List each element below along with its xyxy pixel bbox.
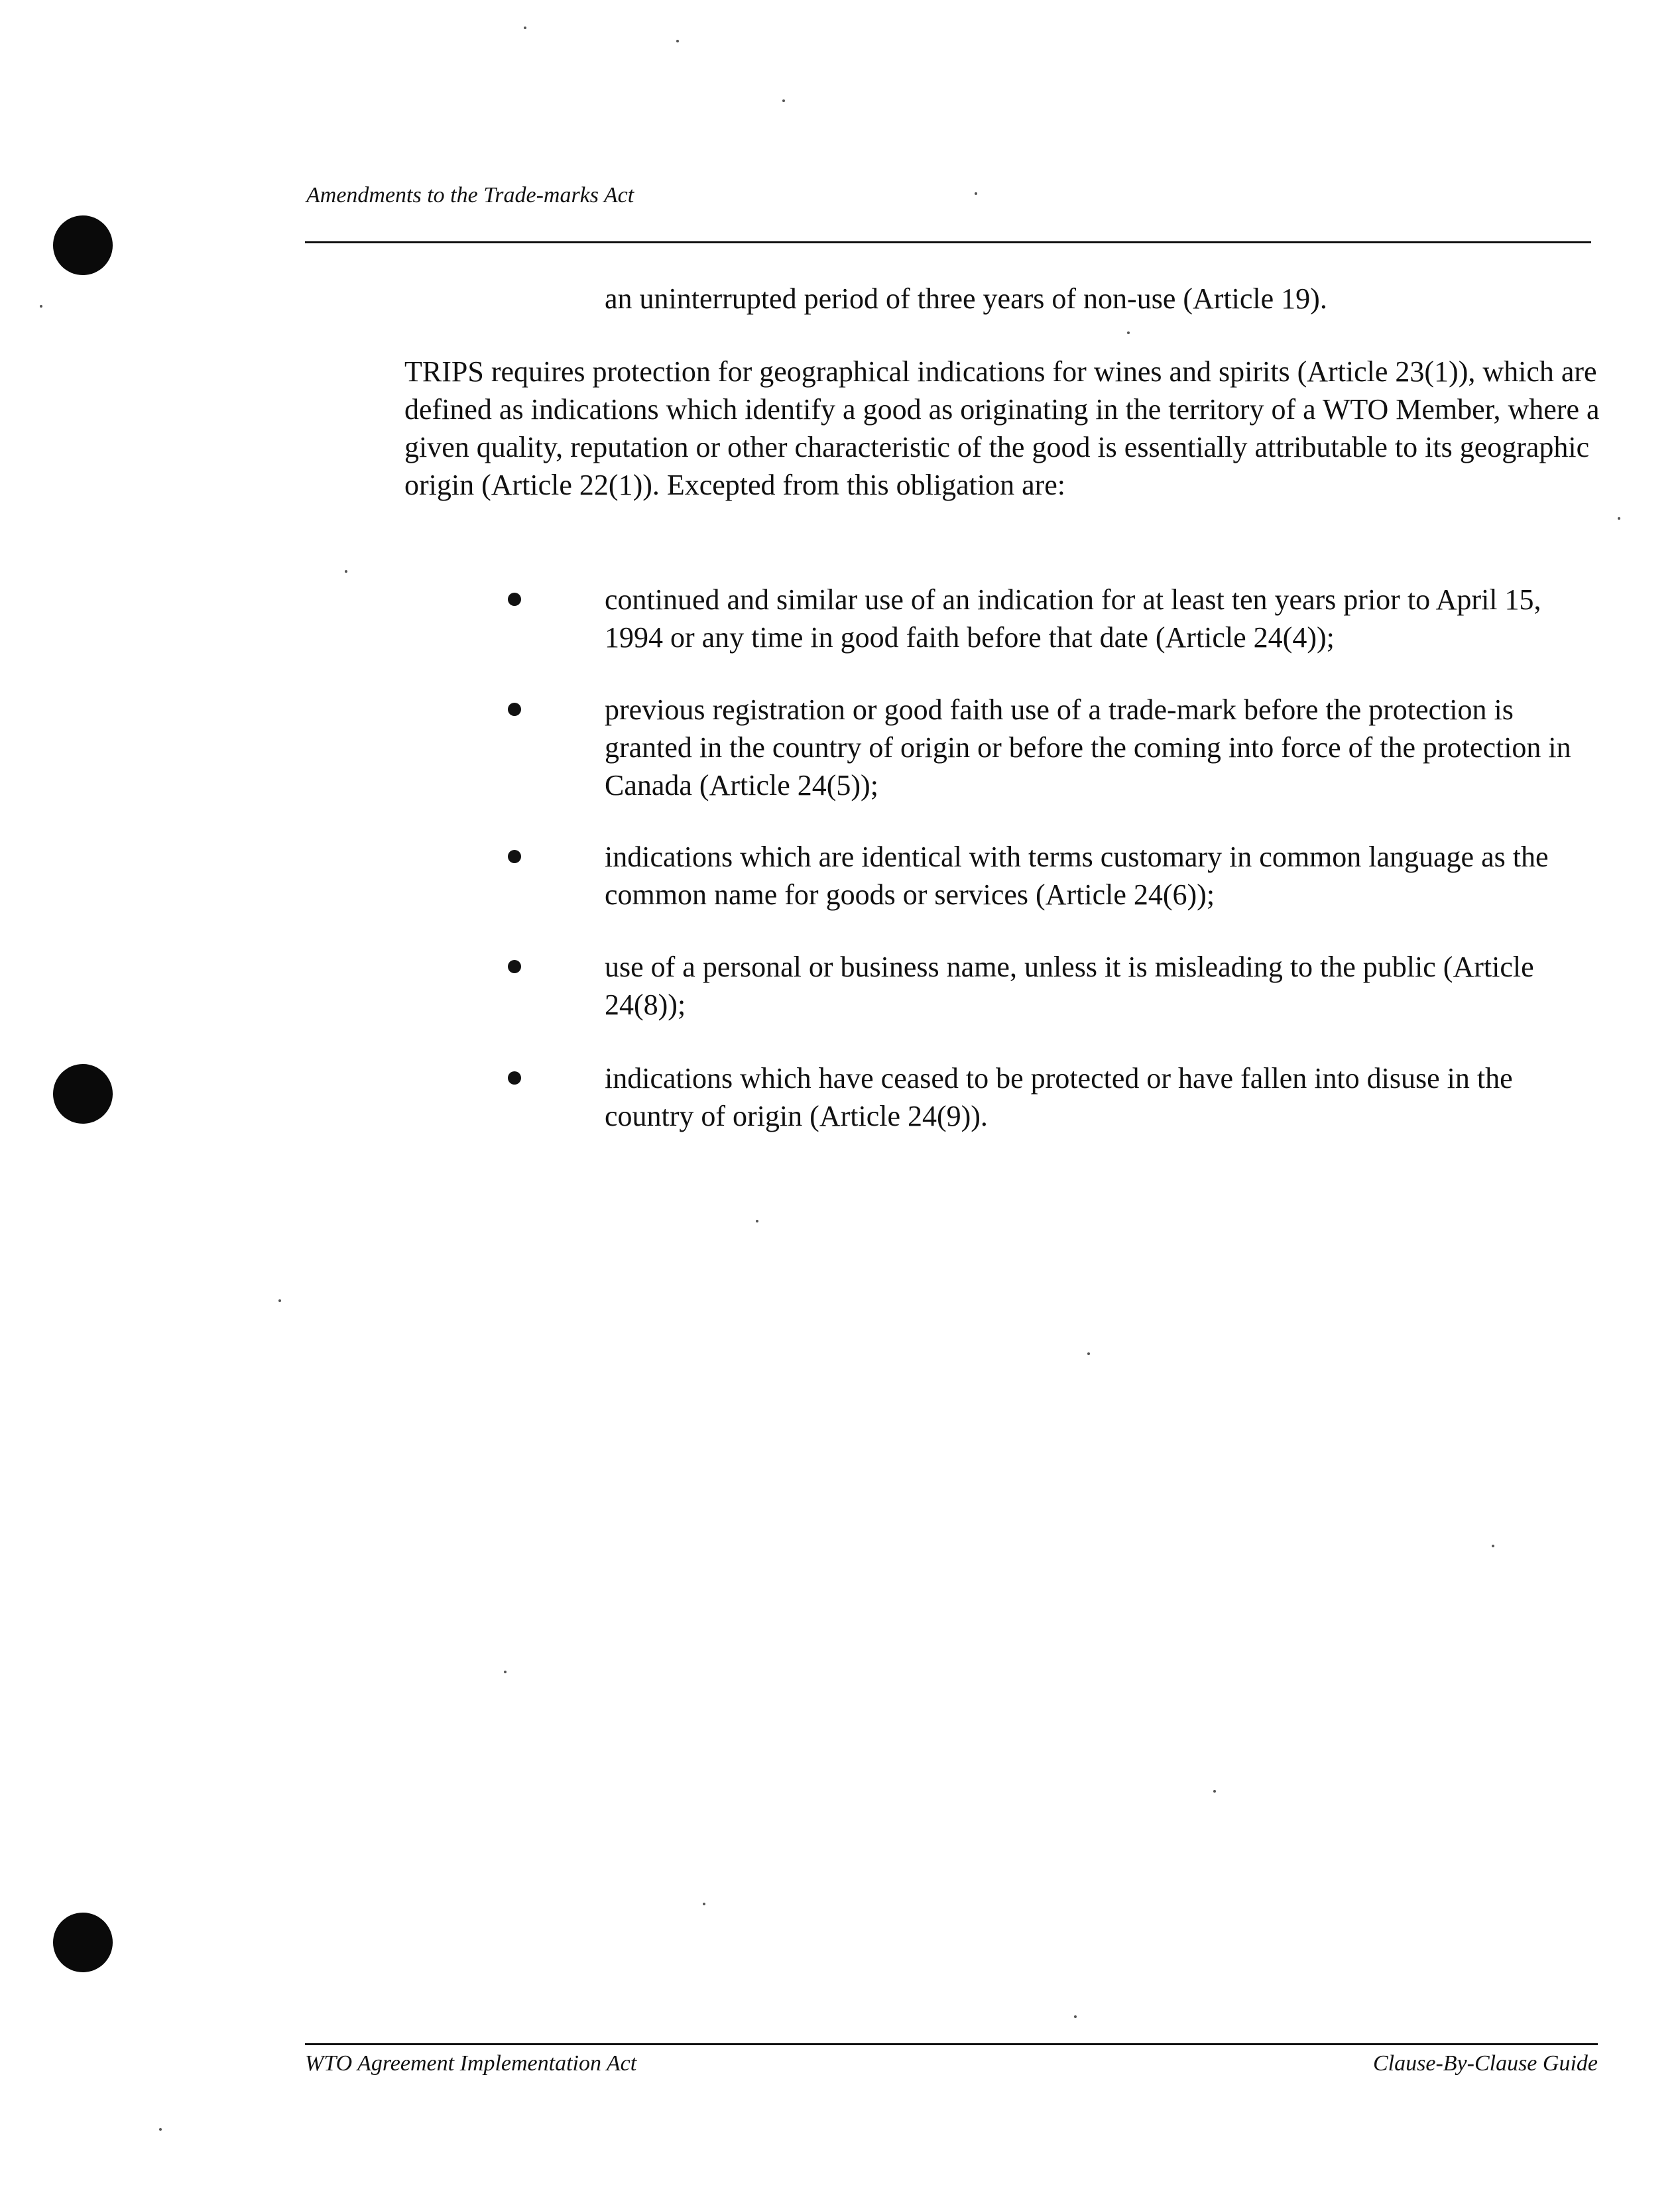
list-item-text: previous registration or good faith use of a trade-mark before the protection is granted in the country of origin or before the coming into force of the protection in Canada (Article 24(5)); [605, 693, 1571, 802]
bullet-dot-icon [508, 850, 521, 863]
footer-rule [305, 2043, 1598, 2045]
list-item-text: use of a personal or business name, unless it is misleading to the public (Article 24(8)); [605, 951, 1534, 1021]
bullet-dot-icon [508, 1071, 521, 1085]
scan-speck [1618, 517, 1620, 520]
bullet-dot-icon [508, 593, 521, 606]
continuation-line: an uninterrupted period of three years of non-use (Article 19). [605, 282, 1327, 315]
scan-speck [278, 1299, 281, 1302]
list-item-text: continued and similar use of an indication for at least ten years prior to April 15, 1994 or any time in good faith before that date (Article 24(4)); [605, 583, 1541, 654]
scan-speck [524, 27, 526, 29]
bullet-dot-icon [508, 703, 521, 716]
scan-speck [676, 40, 679, 42]
scan-speck [703, 1903, 705, 1905]
scan-speck [1074, 2015, 1077, 2018]
scan-speck [782, 99, 785, 102]
footer-left-title: WTO Agreement Implementation Act [305, 2051, 637, 2076]
scan-speck [159, 2128, 162, 2131]
punch-hole-middle [53, 1064, 113, 1124]
scan-speck [1127, 331, 1130, 334]
bullet-dot-icon [508, 960, 521, 973]
punch-hole-top [53, 215, 113, 275]
punch-hole-bottom [53, 1913, 113, 1972]
list-item-text: indications which have ceased to be protected or have fallen into disuse in the country of origin (Article 24(9)). [605, 1062, 1513, 1132]
header-rule [305, 241, 1591, 243]
scan-speck [1087, 1352, 1090, 1355]
scan-speck [1492, 1545, 1494, 1547]
list-item-text: indications which are identical with terms customary in common language as the common name for goods or services (Article 24(6)); [605, 841, 1549, 911]
scan-speck [756, 1220, 758, 1222]
scan-speck [40, 305, 42, 308]
scan-speck [1213, 1790, 1216, 1793]
scan-speck [504, 1671, 507, 1673]
running-header: Amendments to the Trade-marks Act [306, 183, 634, 208]
main-paragraph: TRIPS requires protection for geographical indications for wines and spirits (Article 23(1)), which are defined as indications which identify a good as originating in the territory of a WTO Member, where a given quality, reputation or other characteristic of the good is essentially attributable to its geographic origin (Article 22(1)). Excepted from this obligation are: [404, 355, 1600, 501]
footer-right-title: Clause-By-Clause Guide [1373, 2051, 1598, 2076]
scan-speck [345, 570, 347, 573]
scan-speck [975, 192, 977, 195]
